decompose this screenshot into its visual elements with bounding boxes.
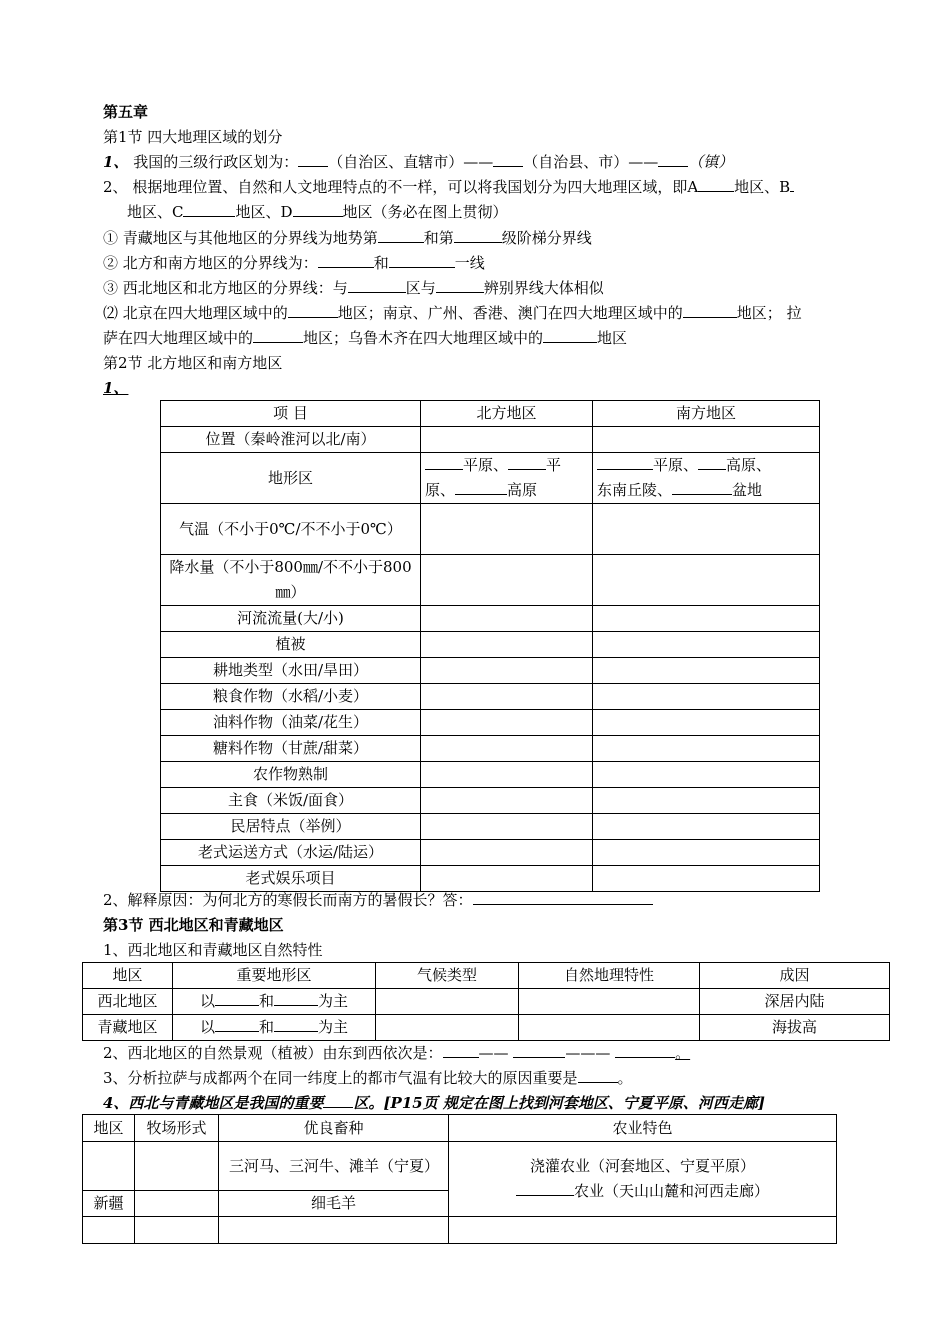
row-label: 植被 <box>161 632 421 658</box>
table-row <box>161 684 820 710</box>
table-row <box>161 814 820 840</box>
answer-cell[interactable] <box>219 1217 449 1244</box>
answer-cell[interactable] <box>421 762 593 788</box>
breed-cell: 细毛羊 <box>219 1191 449 1217</box>
blank-field[interactable] <box>454 227 502 243</box>
answer-cell[interactable] <box>593 736 820 762</box>
blank-field[interactable] <box>615 1042 675 1058</box>
cause-cell: 深居内陆 <box>700 989 890 1015</box>
s2-question-1: 1、 <box>103 379 129 397</box>
blank-field[interactable] <box>318 252 374 268</box>
section2-title: 第2节 北方地区和南方地区 <box>103 354 283 372</box>
row-label: 农作物熟制 <box>161 762 421 788</box>
answer-cell[interactable] <box>593 504 820 555</box>
answer-cell[interactable] <box>593 788 820 814</box>
blank-field[interactable] <box>274 990 318 1006</box>
answer-cell[interactable] <box>421 504 593 555</box>
table-row <box>161 710 820 736</box>
row-label: 糖料作物（甘蔗/甜菜） <box>161 736 421 762</box>
blank-field[interactable] <box>389 252 455 268</box>
answer-cell[interactable] <box>421 814 593 840</box>
s1-item-2: ② 北方和南方地区的分界线为： 和 一线 <box>103 254 485 272</box>
blank-field[interactable] <box>293 201 343 217</box>
table-header-row <box>83 1115 837 1142</box>
table-row <box>161 736 820 762</box>
blank-field[interactable] <box>298 151 328 167</box>
breed-cell: 三河马、三河牛、滩羊（宁夏） <box>219 1142 449 1191</box>
row-label: 位置（秦岭淮河以北/南） <box>161 427 421 453</box>
s1-question-2: 2、 根据地理位置、自然和人文地理特点的不一样，可以将我国划分为四大地理区域，即A 地区、B <box>103 176 794 198</box>
table-row <box>161 427 820 453</box>
column-header: 地区 <box>83 1115 135 1142</box>
blank-field[interactable] <box>323 1092 353 1108</box>
answer-cell[interactable] <box>593 555 820 606</box>
table-row <box>161 840 820 866</box>
table-row <box>83 1142 837 1191</box>
row-label: 油料作物（油菜/花生） <box>161 710 421 736</box>
s1-item-3: ③ 西北地区和北方地区的分界线：与 区与 辨别界线大体相似 <box>103 279 604 297</box>
table-row <box>161 866 820 892</box>
row-label: 河流流量(大/小) <box>161 606 421 632</box>
answer-cell[interactable] <box>593 658 820 684</box>
region-cell: 青藏地区 <box>83 1015 173 1041</box>
answer-cell[interactable] <box>135 1142 219 1191</box>
s3-question-4: 4、西北与青藏地区是我国的重要 区。[P15页 规定在图上找到河套地区、宁夏平原、河西走廊] <box>103 1094 766 1112</box>
answer-cell[interactable] <box>421 606 593 632</box>
north-south-table <box>160 400 820 892</box>
answer-cell[interactable] <box>593 710 820 736</box>
blank-field[interactable] <box>443 1042 479 1058</box>
blank-field[interactable] <box>672 479 732 495</box>
blank-field[interactable] <box>253 327 303 343</box>
row-label: 粮食作物（水稻/小麦） <box>161 684 421 710</box>
column-header: 南方地区 <box>593 401 820 427</box>
s1-question-1: 1、 我国的三级行政区划为： （自治区、直辖市）—— （自治县、市）—— （镇） <box>103 153 734 171</box>
answer-cell[interactable] <box>519 989 700 1015</box>
s1-item-1: ① 青藏地区与其他地区的分界线为地势第 和第 级阶梯分界线 <box>103 229 592 247</box>
answer-cell[interactable] <box>135 1217 219 1244</box>
row-label: 气温（不小于0℃/不不小于0℃） <box>161 504 421 555</box>
answer-cell[interactable] <box>421 788 593 814</box>
blank-field[interactable] <box>288 302 338 318</box>
row-label: 地形区 <box>161 453 421 504</box>
terrain-north-cell: 平原、 平 原、 高原 <box>421 453 593 504</box>
row-label: 民居特点（举例） <box>161 814 421 840</box>
region-cell: 新疆 <box>83 1191 135 1217</box>
column-header: 项 目 <box>161 401 421 427</box>
answer-cell[interactable] <box>421 866 593 892</box>
blank-field[interactable] <box>493 151 523 167</box>
blank-field[interactable] <box>215 990 259 1006</box>
column-header: 地区 <box>83 963 173 989</box>
column-header: 牧场形式 <box>135 1115 219 1142</box>
blank-field[interactable] <box>578 1067 618 1083</box>
answer-cell[interactable] <box>593 632 820 658</box>
table-row <box>161 788 820 814</box>
blank-field[interactable] <box>516 1180 574 1196</box>
answer-cell[interactable] <box>593 840 820 866</box>
answer-cell[interactable] <box>421 658 593 684</box>
column-header: 气候类型 <box>376 963 519 989</box>
row-label: 老式运送方式（水运/陆运） <box>161 840 421 866</box>
table-row <box>161 658 820 684</box>
blank-field[interactable] <box>425 454 463 470</box>
blank-field[interactable] <box>543 327 597 343</box>
table-row <box>161 632 820 658</box>
answer-cell[interactable] <box>449 1217 837 1244</box>
answer-field[interactable] <box>473 889 653 905</box>
row-label: 主食（米饭/面食） <box>161 788 421 814</box>
s3-question-1: 1、西北地区和青藏地区自然特性 <box>103 941 323 959</box>
table-header-row <box>83 963 890 989</box>
blank-field[interactable] <box>683 302 737 318</box>
blank-field[interactable] <box>698 454 726 470</box>
blank-field[interactable] <box>597 454 653 470</box>
column-header: 成因 <box>700 963 890 989</box>
answer-cell[interactable] <box>421 840 593 866</box>
table-row <box>83 1015 890 1041</box>
northwest-qinghai-table <box>82 962 890 1041</box>
section3-title: 第3节 西北地区和青藏地区 <box>103 916 284 934</box>
answer-cell[interactable] <box>593 684 820 710</box>
answer-cell[interactable] <box>593 866 820 892</box>
blank-field[interactable] <box>348 277 406 293</box>
answer-cell[interactable] <box>421 684 593 710</box>
section1-title: 第1节 四大地理区域的划分 <box>103 128 283 146</box>
table-row <box>161 555 820 606</box>
column-header: 自然地理特性 <box>519 963 700 989</box>
column-header: 重要地形区 <box>173 963 376 989</box>
column-header: 北方地区 <box>421 401 593 427</box>
blank-field[interactable] <box>513 1042 565 1058</box>
answer-cell[interactable] <box>519 1015 700 1041</box>
blank-field[interactable] <box>378 227 424 243</box>
table-row <box>83 989 890 1015</box>
terrain-cell: 以 和 为主 <box>173 989 376 1015</box>
row-label: 降水量（不小于800㎜/不不小于800㎜） <box>161 555 421 606</box>
row-label: 老式娱乐项目 <box>161 866 421 892</box>
answer-cell[interactable] <box>421 555 593 606</box>
answer-cell[interactable] <box>593 427 820 453</box>
blank-field[interactable] <box>183 201 235 217</box>
answer-cell[interactable] <box>593 814 820 840</box>
blank-field[interactable] <box>508 454 546 470</box>
answer-cell[interactable] <box>421 632 593 658</box>
row-label: 耕地类型（水田/旱田） <box>161 658 421 684</box>
answer-cell[interactable] <box>421 427 593 453</box>
terrain-south-cell: 平原、 高原、 东南丘陵、 盆地 <box>593 453 820 504</box>
pasture-table <box>82 1114 837 1244</box>
blank-field[interactable] <box>698 176 734 192</box>
blank-field[interactable] <box>455 479 507 495</box>
answer-cell[interactable] <box>593 606 820 632</box>
table-row <box>161 504 820 555</box>
answer-cell[interactable] <box>421 710 593 736</box>
column-header: 优良畜种 <box>219 1115 449 1142</box>
blank-field[interactable] <box>790 176 794 192</box>
table-row <box>161 606 820 632</box>
blank-field[interactable] <box>274 1016 318 1032</box>
s1-item-4-cont: 萨在四大地理区域中的 地区；乌鲁木齐在四大地理区域中的 地区 <box>103 329 628 347</box>
blank-field[interactable] <box>658 151 688 167</box>
cause-cell: 海拔高 <box>700 1015 890 1041</box>
s1-question-2-cont: 地区、C 地区、D 地区（务必在图上贯彻） <box>127 203 508 221</box>
answer-cell[interactable] <box>83 1217 135 1244</box>
table-header-row <box>161 401 820 427</box>
agriculture-cell: 浇灌农业（河套地区、宁夏平原） 农业（天山山麓和河西走廊） <box>449 1142 837 1217</box>
blank-field[interactable] <box>436 277 484 293</box>
table-row <box>83 1217 837 1244</box>
answer-cell[interactable] <box>376 1015 519 1041</box>
s3-question-2: 2、西北地区的自然景观（植被）由东到西依次是： —— ——— 。 <box>103 1044 691 1062</box>
table-row <box>161 453 820 504</box>
answer-cell[interactable] <box>135 1191 219 1217</box>
answer-cell[interactable] <box>593 762 820 788</box>
answer-cell[interactable] <box>83 1142 135 1191</box>
region-cell: 西北地区 <box>83 989 173 1015</box>
s1-item-4: ⑵ 北京在四大地理区域中的 地区；南京、广州、香港、澳门在四大地理区域中的 地区； 拉 <box>103 304 802 322</box>
chapter-title: 第五章 <box>103 103 149 121</box>
column-header: 农业特色 <box>449 1115 837 1142</box>
table-row <box>161 762 820 788</box>
s2-question-2: 2、解释原因：为何北方的寒假长而南方的暑假长？答： <box>103 889 653 911</box>
terrain-cell: 以 和 为主 <box>173 1015 376 1041</box>
answer-cell[interactable] <box>421 736 593 762</box>
blank-field[interactable] <box>215 1016 259 1032</box>
answer-cell[interactable] <box>376 989 519 1015</box>
s3-question-3: 3、分析拉萨与成都两个在同一纬度上的都市气温有比较大的原因重要是 。 <box>103 1069 633 1087</box>
